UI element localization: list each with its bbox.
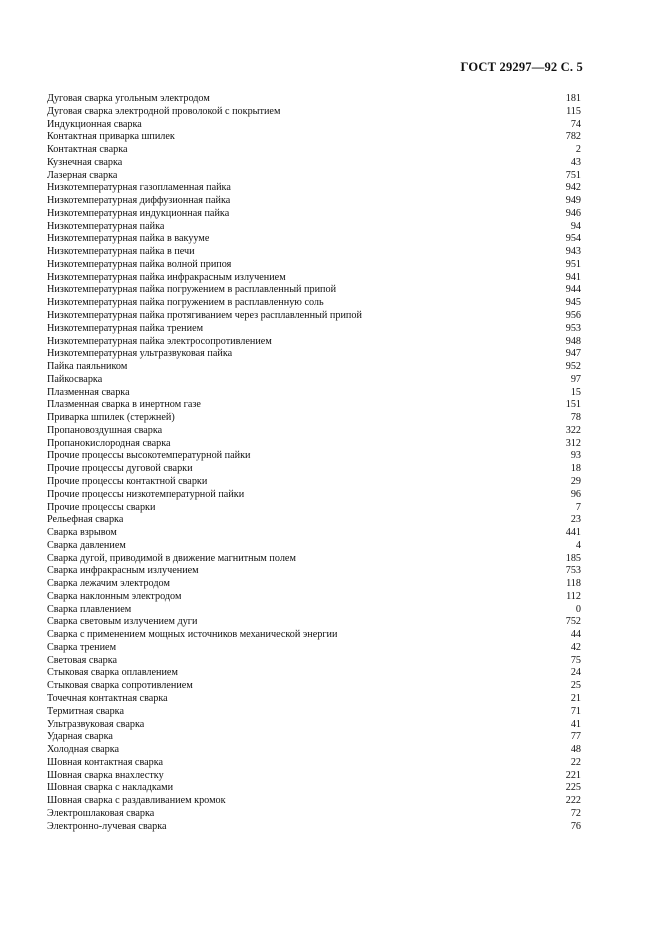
index-term: Сварка световым излучением дуги	[47, 616, 198, 628]
index-page-number: 185	[565, 552, 581, 564]
index-term: Шовная сварка с раздавливанием кромок	[47, 795, 226, 807]
index-page-number: 115	[566, 105, 581, 117]
index-term: Сварка плавлением	[47, 603, 132, 615]
index-page-number: 948	[565, 335, 581, 347]
index-row	[47, 757, 581, 770]
index-row	[47, 106, 581, 119]
index-page-number: 4	[575, 539, 581, 551]
index-term: Низкотемпературная пайка погружением в расплавленный припой	[47, 284, 337, 296]
index-page-number: 41	[570, 718, 581, 730]
index-row	[47, 170, 581, 183]
index-page-number: 94	[570, 220, 581, 232]
index-row	[47, 667, 581, 680]
index-page-number: 782	[565, 131, 581, 143]
index-row	[47, 157, 581, 170]
index-page-number: 151	[565, 399, 581, 411]
index-row	[47, 808, 581, 821]
index-term: Пайкосварка	[47, 373, 103, 385]
index-row	[47, 578, 581, 591]
index-page-number: 752	[565, 616, 581, 628]
index-term: Стыковая сварка оплавлением	[47, 667, 178, 679]
index-term: Прочие процессы высокотемпературной пайки	[47, 450, 251, 462]
index-row	[47, 374, 581, 387]
index-page-number: 751	[565, 169, 581, 181]
index-row	[47, 425, 581, 438]
index-page-number: 72	[570, 807, 581, 819]
index-term: Низкотемпературная пайка в вакууме	[47, 233, 210, 245]
index-row	[47, 195, 581, 208]
index-page-number: 949	[565, 195, 581, 207]
index-page-number: 15	[570, 386, 581, 398]
index-page-number: 112	[566, 590, 581, 602]
index-term: Сварка трением	[47, 641, 117, 653]
index-page-number: 48	[570, 744, 581, 756]
index-term: Низкотемпературная пайка протягиванием через расплавленный припой	[47, 310, 362, 322]
index-term: Сварка лежачим электродом	[47, 578, 170, 590]
index-row	[47, 463, 581, 476]
index-page-number: 2	[575, 144, 581, 156]
index-row	[47, 527, 581, 540]
index-term: Низкотемпературная пайка электросопротивлением	[47, 335, 272, 347]
index-row	[47, 616, 581, 629]
index-row	[47, 629, 581, 642]
index-page-number: 956	[565, 310, 581, 322]
index-page-number: 221	[565, 769, 581, 781]
index-term: Приварка шпилек (стержней)	[47, 412, 175, 424]
index-page-number: 44	[570, 629, 581, 641]
index-row	[47, 502, 581, 515]
index-term: Низкотемпературная пайка трением	[47, 322, 204, 334]
index-page-number: 322	[565, 424, 581, 436]
index-term: Низкотемпературная пайка волной припоя	[47, 258, 232, 270]
index-page-number: 222	[565, 795, 581, 807]
index-term: Световая сварка	[47, 654, 118, 666]
index-page-number: 943	[565, 246, 581, 258]
index-term: Лазерная сварка	[47, 169, 118, 181]
index-page-number: 753	[565, 565, 581, 577]
index-row	[47, 297, 581, 310]
index-term: Шовная контактная сварка	[47, 756, 164, 768]
index-page-number: 97	[570, 373, 581, 385]
index-term: Плазменная сварка	[47, 386, 130, 398]
index-page-number: 312	[565, 437, 581, 449]
index-term: Низкотемпературная ультразвуковая пайка	[47, 348, 233, 360]
index-term: Плазменная сварка в инертном газе	[47, 399, 201, 411]
index-row	[47, 323, 581, 336]
index-term: Низкотемпературная диффузионная пайка	[47, 195, 231, 207]
index-term: Прочие процессы сварки	[47, 501, 156, 513]
index-row	[47, 284, 581, 297]
index-term: Сварка наклонным электродом	[47, 590, 182, 602]
index-term: Низкотемпературная пайка погружением в расплавленную соль	[47, 297, 324, 309]
index-row	[47, 221, 581, 234]
index-term: Рельефная сварка	[47, 514, 124, 526]
index-row	[47, 259, 581, 272]
index-term: Дуговая сварка угольным электродом	[47, 93, 210, 104]
index-page-number: 944	[565, 284, 581, 296]
index-row	[47, 489, 581, 502]
index-page-number: 181	[565, 93, 581, 104]
index-term: Низкотемпературная пайка	[47, 220, 165, 232]
index-row	[47, 246, 581, 259]
index-page-number: 18	[570, 463, 581, 475]
index-term: Кузнечная сварка	[47, 156, 123, 168]
index-row	[47, 821, 581, 834]
index-row	[47, 438, 581, 451]
index-term: Индукционная сварка	[47, 118, 142, 130]
index-term: Шовная сварка внахлестку	[47, 769, 164, 781]
index-term: Пропанокислородная сварка	[47, 437, 171, 449]
index-page-number: 76	[570, 820, 581, 832]
index-row	[47, 591, 581, 604]
index-page-number: 71	[570, 705, 581, 717]
index-term: Низкотемпературная пайка в печи	[47, 246, 195, 258]
index-term: Дуговая сварка электродной проволокой с покрытием	[47, 105, 281, 117]
index-page-number: 947	[565, 348, 581, 360]
page-header: ГОСТ 29297—92 С. 5	[460, 60, 583, 74]
index-row	[47, 719, 581, 732]
index-row	[47, 272, 581, 285]
index-page-number: 23	[570, 514, 581, 526]
index-term: Прочие процессы контактной сварки	[47, 475, 208, 487]
index-row	[47, 412, 581, 425]
index-term: Низкотемпературная индукционная пайка	[47, 207, 230, 219]
index-term: Низкотемпературная газопламенная пайка	[47, 182, 231, 194]
index-page-number: 78	[570, 412, 581, 424]
index-page-number: 29	[570, 475, 581, 487]
index-term: Шовная сварка с накладками	[47, 782, 174, 794]
index-term: Ударная сварка	[47, 731, 113, 743]
index-page-number: 24	[570, 667, 581, 679]
index-term: Низкотемпературная пайка инфракрасным излучением	[47, 271, 286, 283]
index-row	[47, 680, 581, 693]
index-term: Сварка инфракрасным излучением	[47, 565, 199, 577]
index-row	[47, 655, 581, 668]
index-row	[47, 770, 581, 783]
index-page-number: 952	[565, 361, 581, 373]
index-row	[47, 731, 581, 744]
index-page-number: 25	[570, 680, 581, 692]
index-row	[47, 693, 581, 706]
index-term: Термитная сварка	[47, 705, 124, 717]
index-row	[47, 540, 581, 553]
index-row	[47, 182, 581, 195]
index-page-number: 941	[565, 271, 581, 283]
index-term: Контактная сварка	[47, 144, 128, 156]
index-row	[47, 514, 581, 527]
index-row	[47, 93, 581, 106]
index-page-number: 75	[570, 654, 581, 666]
index-page-number: 942	[565, 182, 581, 194]
index-row	[47, 361, 581, 374]
index-term: Сварка давлением	[47, 539, 126, 551]
index-page-number: 954	[565, 233, 581, 245]
index-page-number: 945	[565, 297, 581, 309]
index-row	[47, 119, 581, 132]
index-term: Стыковая сварка сопротивлением	[47, 680, 193, 692]
index-page-number: 22	[570, 756, 581, 768]
index-row	[47, 144, 581, 157]
index-row	[47, 387, 581, 400]
index-page-number: 7	[575, 501, 581, 513]
term-index-list	[47, 93, 581, 833]
index-page-number: 0	[575, 603, 581, 615]
index-term: Холодная сварка	[47, 744, 120, 756]
index-page-number: 93	[570, 450, 581, 462]
index-term: Контактная приварка шпилек	[47, 131, 175, 143]
index-page-number: 74	[570, 118, 581, 130]
index-row	[47, 450, 581, 463]
index-row	[47, 706, 581, 719]
index-row	[47, 348, 581, 361]
index-page-number: 77	[570, 731, 581, 743]
index-term: Прочие процессы низкотемпературной пайки	[47, 488, 245, 500]
index-term: Точечная контактная сварка	[47, 692, 168, 704]
index-term: Электрошлаковая сварка	[47, 807, 155, 819]
index-page-number: 953	[565, 322, 581, 334]
index-row	[47, 233, 581, 246]
index-term: Ультразвуковая сварка	[47, 718, 145, 730]
index-row	[47, 131, 581, 144]
index-page-number: 118	[566, 578, 581, 590]
index-row	[47, 310, 581, 323]
index-term: Сварка дугой, приводимой в движение магнитным полем	[47, 552, 296, 564]
index-row	[47, 553, 581, 566]
index-term: Пайка паяльником	[47, 361, 128, 373]
index-page-number: 946	[565, 207, 581, 219]
index-row	[47, 399, 581, 412]
index-page-number: 96	[570, 488, 581, 500]
index-row	[47, 604, 581, 617]
index-page-number: 225	[565, 782, 581, 794]
index-row	[47, 208, 581, 221]
index-row	[47, 795, 581, 808]
index-page-number: 951	[565, 258, 581, 270]
index-page-number: 42	[570, 641, 581, 653]
index-row	[47, 744, 581, 757]
index-term: Пропановоздушная сварка	[47, 424, 163, 436]
index-term: Сварка с применением мощных источников механической энергии	[47, 629, 338, 641]
index-term: Электронно-лучевая сварка	[47, 820, 167, 832]
index-row	[47, 782, 581, 795]
index-term: Прочие процессы дуговой сварки	[47, 463, 193, 475]
index-term: Сварка взрывом	[47, 527, 117, 539]
index-page-number: 43	[570, 156, 581, 168]
index-row	[47, 565, 581, 578]
index-row	[47, 642, 581, 655]
index-row	[47, 476, 581, 489]
index-row	[47, 336, 581, 349]
index-page-number: 441	[565, 527, 581, 539]
index-page-number: 21	[570, 692, 581, 704]
